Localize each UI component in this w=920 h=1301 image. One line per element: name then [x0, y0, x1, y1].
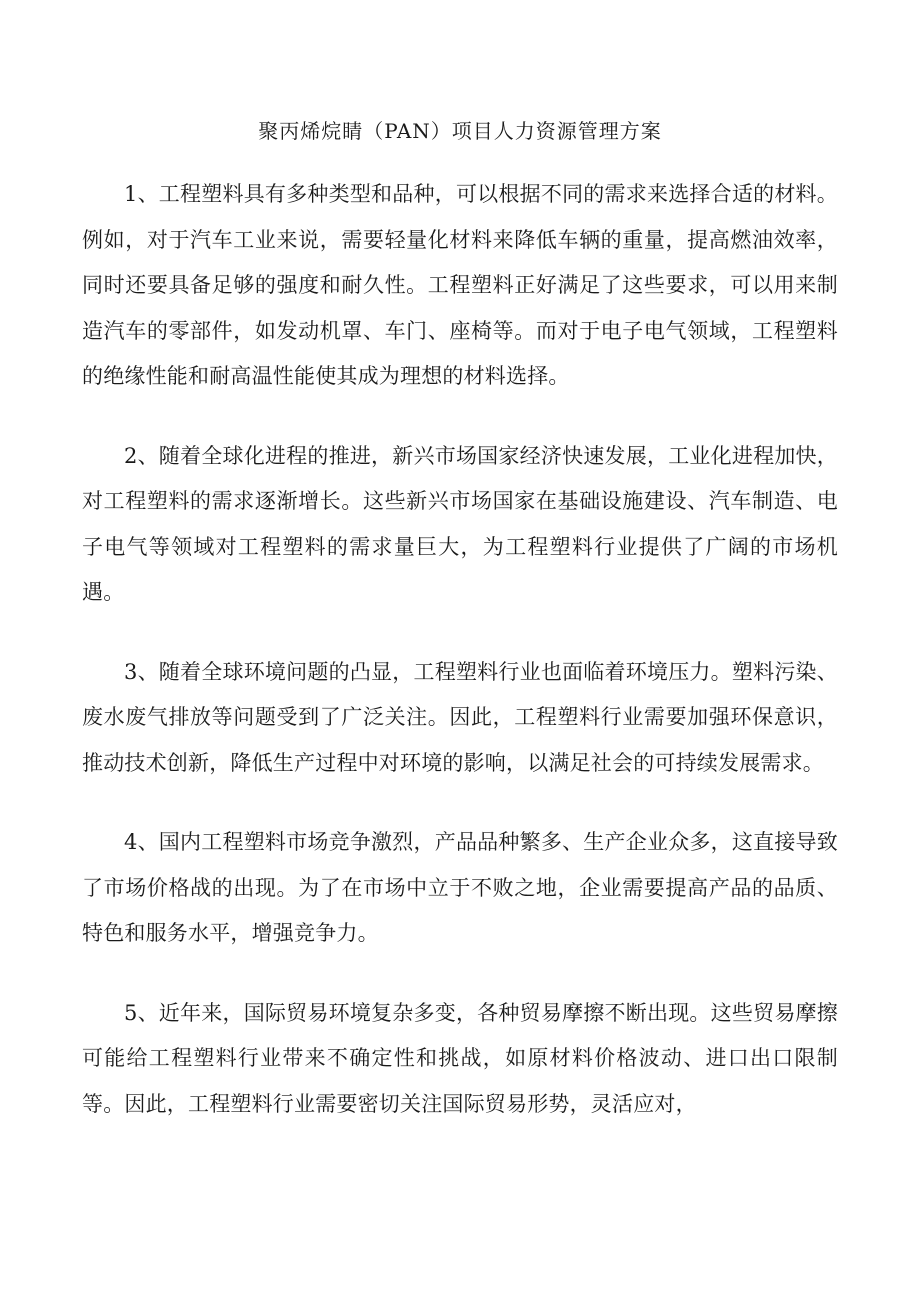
paragraph-5: 5、近年来，国际贸易环境复杂多变，各种贸易摩擦不断出现。这些贸易摩擦可能给工程塑料行业带来不确定性和挑战，如原材料价格波动、进口出口限制等。因此，工程塑料行业需要密切关注国际贸易形势，灵活应对，: [82, 1000, 838, 1116]
document-title: 聚丙烯烷睛（PAN）项目人力资源管理方案: [258, 119, 662, 143]
paragraph-4: 4、国内工程塑料市场竞争激烈，产品品种繁多、生产企业众多，这直接导致了市场价格战的出现。为了在市场中立于不败之地，企业需要提高产品的品质、特色和服务水平，增强竞争力。: [82, 830, 838, 945]
paragraph-3: 3、随着全球环境问题的凸显，工程塑料行业也面临着环境压力。塑料污染、废水废气排放等问题受到了广泛关注。因此，工程塑料行业需要加强环保意识，推动技术创新，降低生产过程中对环境的影响，以满足社会的可持续发展需求。: [82, 659, 838, 775]
document-body: [82, 172, 838, 1161]
paragraph-2: 2、随着全球化进程的推进，新兴市场国家经济快速发展，工业化进程加快，对工程塑料的需求逐渐增长。这些新兴市场国家在基础设施建设、汽车制造、电子电气等领域对工程塑料的需求量巨大，为工程塑料行业提供了广阔的市场机遇。: [82, 443, 838, 604]
paragraph-1: 1、工程塑料具有多种类型和品种，可以根据不同的需求来选择合适的材料。例如，对于汽车工业来说，需要轻量化材料来降低车辆的重量，提高燃油效率，同时还要具备足够的强度和耐久性。工程塑料正好满足了这些要求，可以用来制造汽车的零部件，如发动机罩、车门、座椅等。而对于电子电气领域，工程塑料的绝缘性能和耐高温性能使其成为理想的材料选择。: [82, 182, 838, 388]
